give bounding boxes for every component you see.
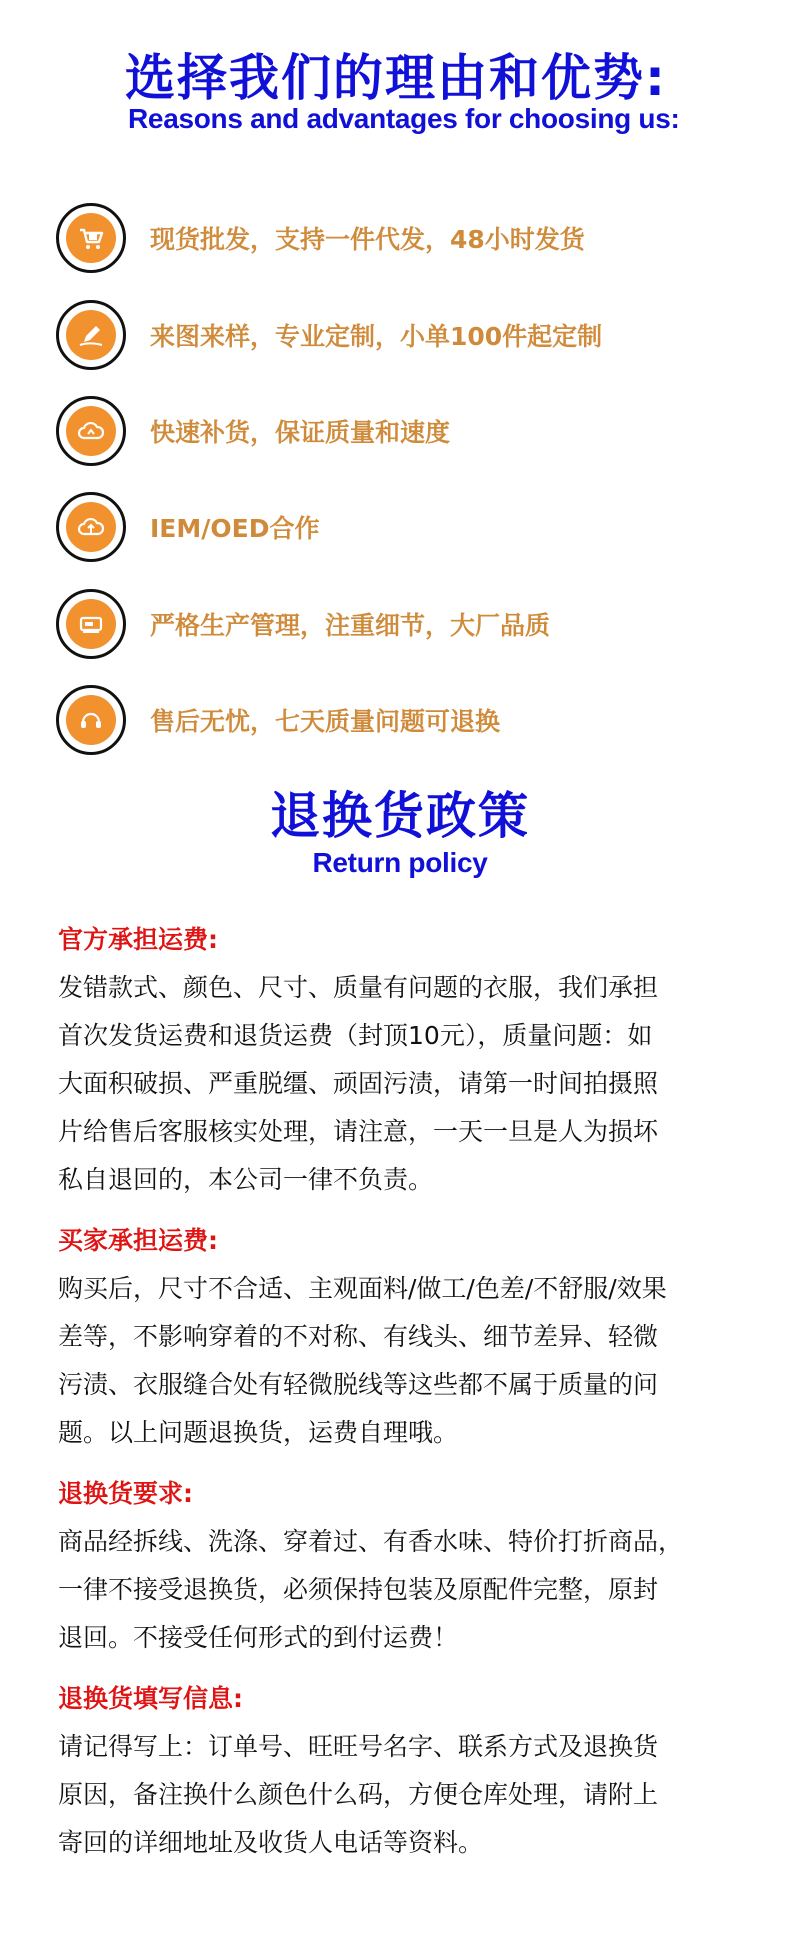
section-body [58, 1723, 758, 1867]
return-policy-content [58, 920, 758, 1884]
return-policy-title-en: Return policy [312, 847, 488, 878]
advantage-text: 来图来样，专业定制，小单100件起定制 [150, 321, 603, 351]
body-line: 购买后，尺寸不合适、主观面料/做工/色差/不舒服/效果 [58, 1274, 667, 1303]
body-line: 私自退回的，本公司一律不负责。 [58, 1165, 434, 1194]
advantage-text: 现货批发，支持一件代发，48小时发货 [150, 225, 585, 255]
return-policy-title-cn: 退换货政策 [270, 787, 530, 845]
body-line: 退回。不接受任何形式的到付运费！ [58, 1623, 459, 1652]
headset-icon [56, 685, 126, 755]
advantage-text: 快速补货，保证质量和速度 [150, 417, 451, 447]
body-line: 请记得写上：订单号、旺旺号名字、联系方式及退换货 [58, 1732, 659, 1761]
advantage-item [56, 479, 756, 575]
advantage-text: IEM/OED合作 [150, 514, 320, 544]
advantage-item [56, 576, 756, 672]
return-policy-header [0, 786, 800, 880]
body-line: 发错款式、颜色、尺寸、质量有问题的衣服，我们承担 [58, 973, 659, 1002]
factory-machine-icon [56, 589, 126, 659]
advantages-list [56, 190, 756, 768]
advantage-item [56, 383, 756, 479]
body-line: 原因，备注换什么颜色什么码，方便仓库处理，请附上 [58, 1780, 659, 1809]
policy-section-buyer-freight [58, 1221, 758, 1457]
section-heading: 官方承担运费: [58, 925, 218, 954]
section-body [58, 1265, 758, 1457]
cloud-upload-icon [56, 492, 126, 562]
body-line: 一律不接受退换货，必须保持包装及原配件完整，原封 [58, 1575, 659, 1604]
policy-section-official-freight [58, 920, 758, 1204]
cloud-sync-icon [56, 396, 126, 466]
body-line: 寄回的详细地址及收货人电话等资料。 [58, 1828, 484, 1857]
advantage-text: 售后无忧，七天质量问题可退换 [150, 707, 501, 737]
advantages-title-en: Reasons and advantages for choosing us: [128, 103, 680, 134]
body-line: 商品经拆线、洗涤、穿着过、有香水味、特价打折商品， [58, 1527, 684, 1556]
section-heading: 买家承担运费: [58, 1226, 218, 1255]
pen-tool-icon [56, 300, 126, 370]
advantage-item [56, 190, 756, 286]
section-body [58, 1518, 758, 1662]
advantage-item [56, 286, 756, 382]
advantages-title-cn: 选择我们的理由和优势: [125, 49, 667, 107]
advantage-text: 严格生产管理，注重细节，大厂品质 [150, 610, 551, 640]
body-line: 片给售后客服核实处理，请注意，一天一旦是人为损坏 [58, 1117, 659, 1146]
body-line: 首次发货运费和退货运费（封顶10元），质量问题：如 [58, 1021, 653, 1050]
shopping-cart-icon [56, 203, 126, 273]
section-heading: 退换货要求: [58, 1479, 193, 1508]
section-heading: 退换货填写信息: [58, 1684, 243, 1713]
advantage-item [56, 672, 756, 768]
section-body [58, 964, 758, 1204]
body-line: 差等，不影响穿着的不对称、有线头、细节差异、轻微 [58, 1322, 659, 1351]
body-line: 大面积破损、严重脱缰、顽固污渍，请第一时间拍摄照 [58, 1069, 659, 1098]
body-line: 题。以上问题退换货，运费自理哦。 [58, 1418, 459, 1447]
advantages-header [0, 48, 800, 136]
policy-section-requirements [58, 1474, 758, 1662]
body-line: 污渍、衣服缝合处有轻微脱线等这些都不属于质量的问 [58, 1370, 659, 1399]
policy-section-fill-info [58, 1679, 758, 1867]
